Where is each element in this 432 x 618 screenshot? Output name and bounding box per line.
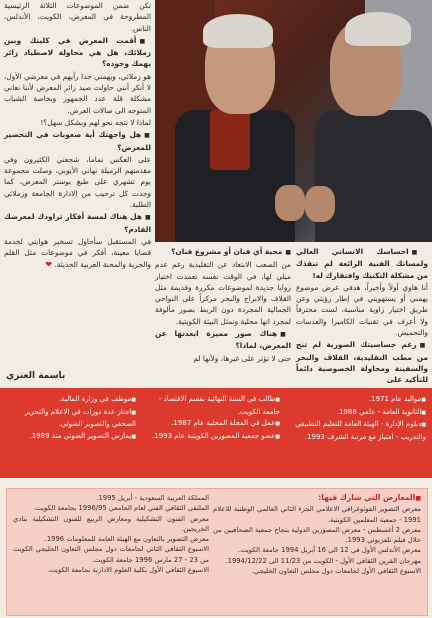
answer-1: هو زملائي، ويهمني جدا رأيهم في معرضي الأول، لا أنكر أنني حاولت صيد زائر المعرض لأننا نعاني مشكلة قلة عدد الجمهور وبخاصة الشباب المتوجه الى صالات العرض. xyxy=(4,71,151,115)
heart-ornament-icon: ❤ xyxy=(45,259,52,269)
intro-paragraph: تكن ضمن الموضوعات الثلاثة الرئيسية المطروحة في المعرض، الكويت، الأندلس، الناس. xyxy=(4,1,151,33)
bio-list-left xyxy=(4,394,136,443)
bio-item: ■ يمارس التصوير الضوئي منذ 1989. xyxy=(4,431,136,444)
exhibition-item: المملكة العربية السعودية - أبريل 1995. xyxy=(96,494,209,502)
question-middle-2: ■ هناك صور مميزة ابعدتها عن المعرض، لماذا؟ xyxy=(155,328,291,352)
exhibition-item: معرض التصوير الفوتوغرافي الاعلامي الجزء الثاني العالمي الوطنية للاعلام 1991 - جمعية المعلمين الكويتية. xyxy=(213,505,421,524)
exhibition-item: الاسبوع الثقافي الأول لجامعات دول مجلس التعاون الخليجي. xyxy=(251,567,421,576)
exhibition-item: الملتقى الثقافي الفني لعام الجامعي 1996/95 بجامعة الكويت. xyxy=(33,504,209,513)
exhibition-item: معرض الأندلس الأول في 12 الى 16 أبريل 1994 جامعة الكويت. xyxy=(238,546,421,555)
exhibitions-box xyxy=(6,488,428,616)
answer-right-1: أنا هاوي أولاً وأخيراً، هدفي عرض موضوع يهمني أو يستهويني في إطار رؤيتي وعن طريق اختيار زاوية مناسبة، لست محترفاً ولا أعرف في تقنيات الكاميرا والعدسات والتحميض. xyxy=(296,282,428,338)
bio-item: ■ موظف في وزارة المالية. xyxy=(4,394,136,407)
answer-1b: لماذا لا تتجه نحو لهم وبشكل سهل؟! xyxy=(40,117,151,127)
exhibition-item: معرض 2 أغسطس - معرض المصورين الدولية بنجاح جمعية الصحافيين من خلال فيلم تلفزيوني 1993. xyxy=(213,525,421,545)
middle-text-column xyxy=(155,246,291,365)
answer-middle-2: حتى لا تؤثر على غيرها، ولأنها لم xyxy=(193,353,291,363)
bio-item: ■ اجتاز عدة دورات في الاعلام والتحرير الصحفي والتصوير الضوئي. xyxy=(4,407,136,431)
bio-item: ■ طالب في السنة النهائية بقسم الاقتصاد - جامعة الكويت. xyxy=(142,394,280,418)
question-middle-1: ■ محبة أي فنان أو مشروع فنان؟ xyxy=(155,246,291,258)
author-signature: باسمة العنزي xyxy=(6,371,66,381)
exhibition-item: معرض التصوير بالتعاون مع الهيئة العامة للمعلومات 1996. xyxy=(44,535,209,544)
bio-list-middle xyxy=(142,394,280,443)
answer-3: في المستقبل سأحاول تسخير هوايتي لخدمة قضايا معينة، أفكر في موضوعات مثل القلم والحرية والمحنة العربية الحديثة. ❤ xyxy=(4,236,151,269)
bio-list-right xyxy=(286,394,426,443)
answer-middle-1: من الصعب الابتعاد عن التقليدية رغم عدم ميلي لها، في الوقت نفسه تعمدت اختيار زوايا جديدة لموضوعات مكررة وقديمة مثل القلاف والابراج والبحر مركزاً على النواحي الجمالية المجردة دون الربط بصور مألوفة لمجرد انها محلية وتمثل البيئة الكويتية. xyxy=(155,260,291,326)
bio-band xyxy=(0,388,432,478)
question-1: ■ أقمت المعرض في كليتك وبين زملائك، هل هي محاولة لاصطياد زائر يهمك وجوده؟ xyxy=(4,35,151,70)
answer-2: على العكس تماما، شجعني الكثيرون وفي مقدمتهم الزميلة تهاني الأيوبي، وصلت مجموعة يوم تشهري على طبع بوستر المعرض، كما وجدت كل ترحيب من الادارة الجامعة وزملائي الطلبة. xyxy=(4,154,151,210)
question-right-1: ■ احساسك الانساني العالي ولمساتك الفنية الرائعة لم تنقذك من مشكلة التكنيك وافتقارك له! xyxy=(296,246,428,281)
exhibition-item: معرض الفنون التشكيلية ومعارض الربيع للفنون التشكيلية بنادي الخريجين. xyxy=(13,514,209,533)
question-right-2: ■ رغم حساسيتك الصورية لم تنج من مطب التقليدية، القلاف والبحر والسفينة ومحاولة الخصوصية دائماً للتأكيد على xyxy=(296,339,428,385)
bio-item: ■ مواليد عام 1971. xyxy=(286,394,426,407)
bio-item: ■ عضو جمعية المصورين الكويتية عام 1993. xyxy=(142,431,280,444)
exhibitions-column-left xyxy=(13,493,209,575)
question-3: ■ هل هناك لمسة أفكار تراودك لمعرضك القادم؟ xyxy=(4,211,151,235)
exhibitions-title: ■ المعارض التي شارك فيها: xyxy=(213,493,421,504)
bio-item: ■ دبلوم الإدارة - الهيئة العامة للتعليم التطبيقي والتدريب - امتياز مع مرتبة الشرف 1993. xyxy=(286,419,426,443)
portrait-photo xyxy=(155,0,432,242)
exhibition-item: الاسبوع الثقافي الأول بكلية العلوم الادارية بجامعة الكويت. xyxy=(47,566,209,575)
exhibitions-column-right xyxy=(213,493,421,576)
exhibition-item: الاسبوع الثقافي الثاني لجامعات دول مجلس التعاون الخليجي الكويت من 23 - 27 مارس 1996 جامعة الكويت. xyxy=(13,545,209,564)
left-text-column xyxy=(4,0,151,271)
question-2: ■ هل واجهتك أية صعوبات في التحضير للمعرض؟ xyxy=(4,129,151,153)
bio-item: ■ عمل في المجلة المحلية عام 1987. xyxy=(142,418,280,431)
right-text-column xyxy=(296,246,428,387)
exhibition-item: مهرجان القرين الثقافي الأول - الكويت من 11/23 الى 1994/12/22. xyxy=(225,556,421,565)
bio-item: ■ الثانوية العامة - علمي 1988. xyxy=(286,407,426,420)
